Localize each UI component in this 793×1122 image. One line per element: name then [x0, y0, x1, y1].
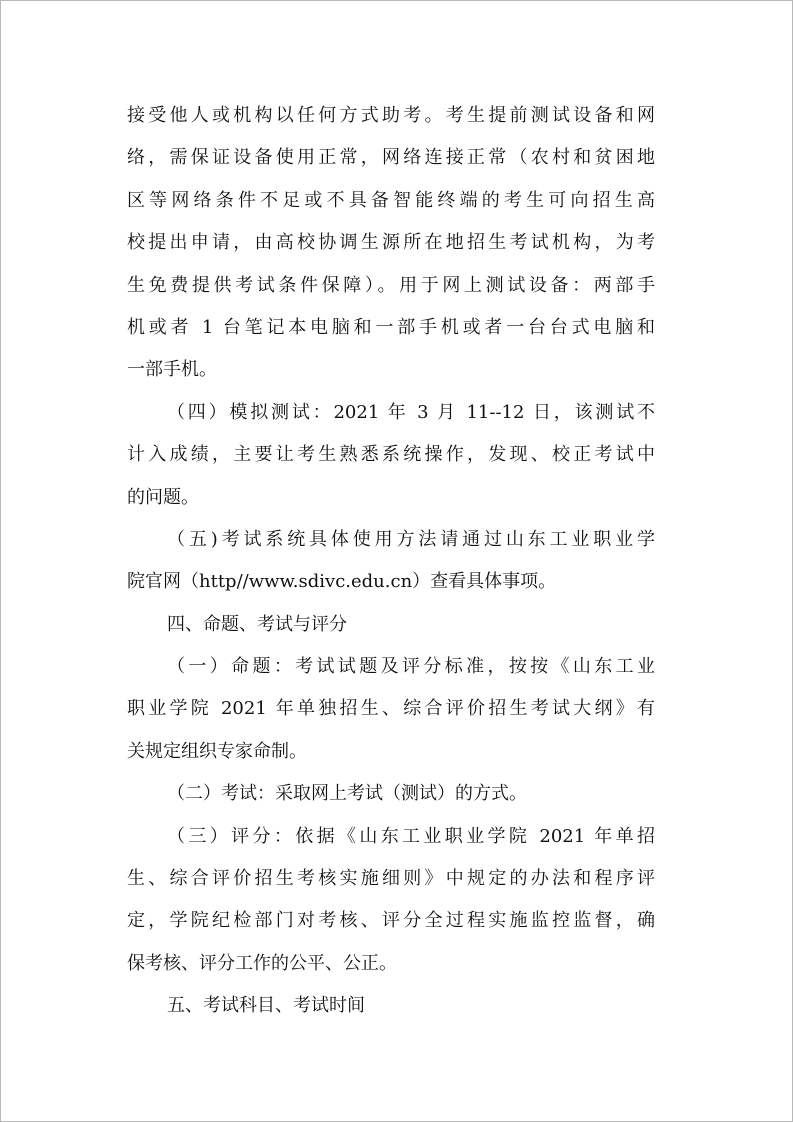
paragraph-line: （三）评分：依据《山东工业职业学院 2021 年单招: [167, 825, 655, 847]
paragraph-line: 院官网（http//www.sdivc.edu.cn）查看具体事项。: [127, 571, 557, 593]
paragraph-line: 保考核、评分工作的公平、公正。: [127, 952, 397, 974]
paragraph-line: 接受他人或机构以任何方式助考。考生提前测试设备和网: [127, 105, 655, 126]
paragraph-line: 计入成绩，主要让考生熟悉系统操作，发现、校正考试中: [127, 444, 655, 466]
paragraph-line: 机或者 1 台笔记本电脑和一部手机或者一台台式电脑和: [127, 316, 655, 338]
section-heading: 四、命题、考试与评分: [167, 613, 347, 635]
paragraph-line: 的问题。: [127, 486, 199, 508]
paragraph-line: 生免费提供考试条件保障）。用于网上测试设备：两部手: [127, 274, 655, 296]
paragraph-line: （五)考试系统具体使用方法请通过山东工业职业学: [167, 528, 655, 550]
paragraph-line: 络，需保证设备使用正常，网络连接正常（农村和贫困地: [127, 147, 655, 169]
paragraph-line: 校提出申请，由高校协调生源所在地招生考试机构，为考: [127, 232, 655, 254]
paragraph-line: 生、综合评价招生考核实施细则》中规定的办法和程序评: [127, 868, 655, 890]
paragraph-line: 职业学院 2021 年单独招生、综合评价招生考试大纲》有: [127, 698, 655, 720]
paragraph-line: 定，学院纪检部门对考核、评分全过程实施监控监督，确: [127, 910, 655, 932]
paragraph-line: （二）考试：采取网上考试（测试）的方式。: [167, 783, 527, 805]
paragraph-line: （一）命题：考试试题及评分标准，按按《山东工业: [167, 656, 655, 678]
paragraph-line: （四）模拟测试：2021 年 3 月 11--12 日，该测试不: [167, 401, 655, 423]
paragraph-line: 一部手机。: [127, 359, 217, 381]
paragraph-line: 区等网络条件不足或不具备智能终端的考生可向招生高: [127, 189, 655, 211]
section-heading: 五、考试科目、考试时间: [167, 995, 365, 1017]
paragraph-line: 关规定组织专家命制。: [127, 740, 307, 762]
document-body: [127, 95, 655, 1028]
